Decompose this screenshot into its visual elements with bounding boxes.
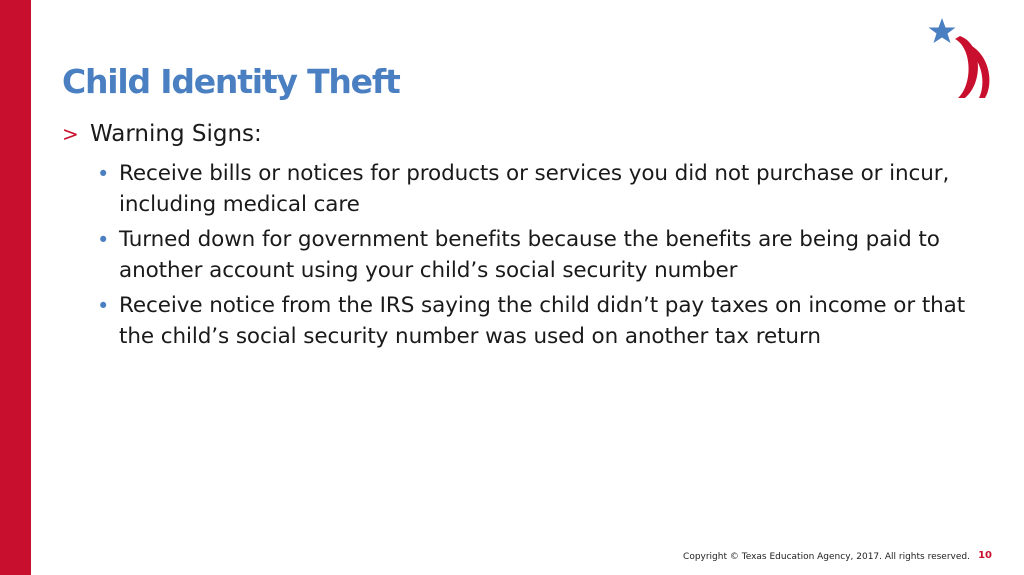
- left-accent-bar: [0, 0, 31, 575]
- bullet-text: Receive bills or notices for products or services you did not purchase or incur, including medical care: [119, 161, 950, 217]
- bullet-text: Turned down for government benefits because the benefits are being paid to another account using your child’s social security number: [119, 227, 940, 283]
- bullet-dot-icon: •: [97, 294, 110, 318]
- warning-signs-list: [97, 159, 977, 357]
- list-item: [97, 291, 977, 352]
- bullet-dot-icon: •: [97, 162, 110, 186]
- list-item: [97, 225, 977, 286]
- slide-title: Child Identity Theft: [62, 62, 400, 101]
- star-flag-logo-icon: [924, 14, 1004, 104]
- bullet-dot-icon: •: [97, 228, 110, 252]
- heading-text: Warning Signs:: [90, 121, 262, 147]
- bullet-text: Receive notice from the IRS saying the child didn’t pay taxes on income or that the child’s social security number was used on another tax return: [119, 293, 966, 349]
- page-number: 10: [978, 550, 992, 561]
- list-item: [97, 159, 977, 220]
- chevron-right-icon: >: [62, 122, 79, 146]
- copyright-notice: Copyright © Texas Education Agency, 2017. All rights reserved.: [683, 552, 970, 562]
- warning-signs-heading: [62, 121, 262, 147]
